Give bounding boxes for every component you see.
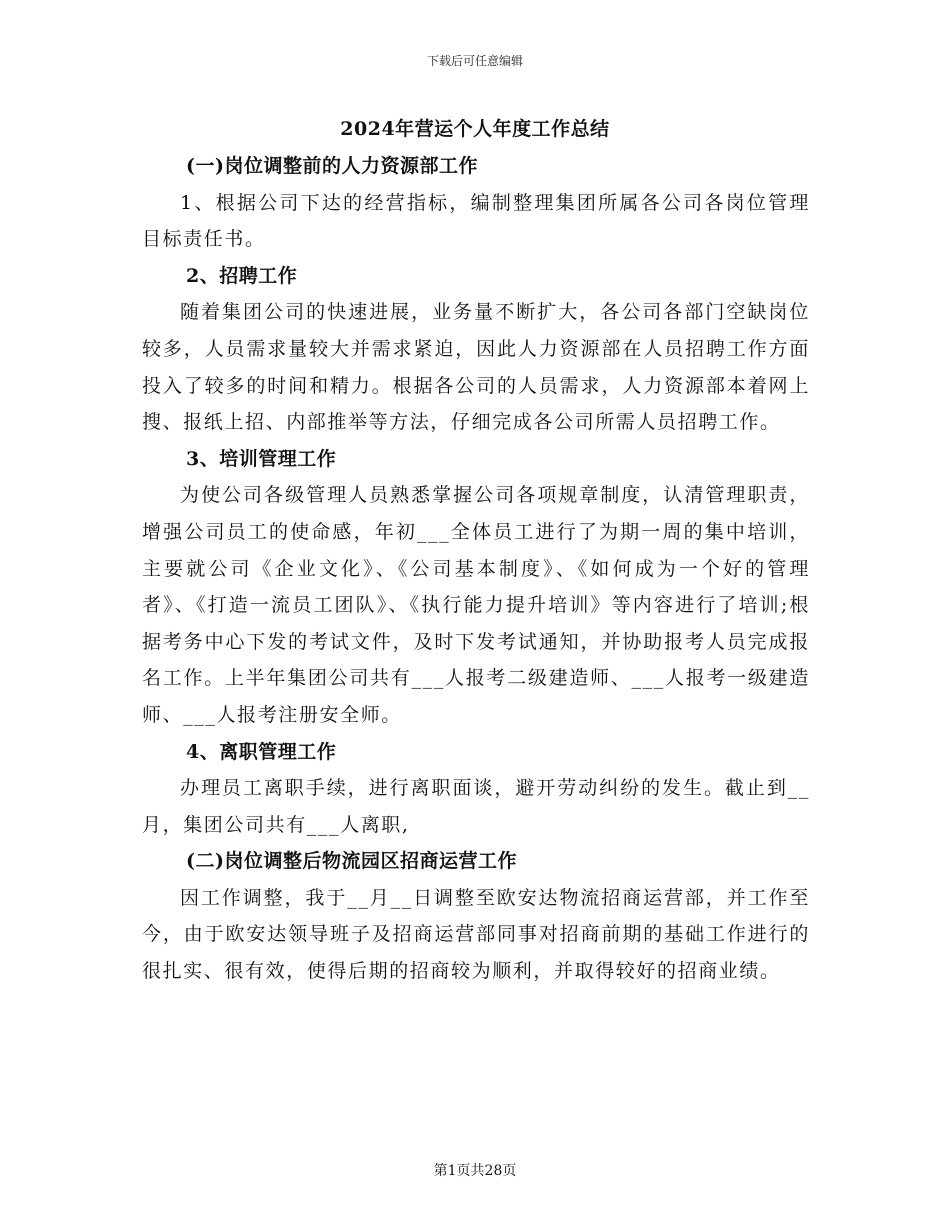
subheading-resignation: 4、离职管理工作 [186, 740, 337, 763]
paragraph-recruitment: 随着集团公司的快速进展，业务量不断扩大，各公司各部门空缺岗位较多，人员需求量较大并需求紧迫，因此人力资源部在人员招聘工作方面投入了较多的时间和精力。根据各公司的人员需求，人力资源部本着网上搜、报纸上招、内部推举等方法，仔细完成各公司所需人员招聘工作。 [142, 301, 810, 434]
paragraph-section-2: 因工作调整，我于__月__日调整至欧安达物流招商运营部，并工作至今，由于欧安达领导班子及招商运营部同事对招商前期的基础工作进行的很扎实、很有效，使得后期的招商较为顺利，并取得较好的招商业绩。 [142, 886, 810, 983]
section-heading-1: (一)岗位调整前的人力资源部工作 [186, 155, 478, 177]
document-title: 2024年营运个人年度工作总结 [340, 118, 610, 140]
section-heading-2: (二)岗位调整后物流园区招商运营工作 [186, 850, 517, 873]
page-footer-number: 第1页共28页 [433, 1163, 517, 1179]
page-header-note: 下载后可任意编辑 [426, 54, 523, 68]
subheading-training: 3、培训管理工作 [186, 447, 337, 470]
paragraph-training: 为使公司各级管理人员熟悉掌握公司各项规章制度，认清管理职责，增强公司员工的使命感，年初___全体员工进行了为期一周的集中培训，主要就公司《企业文化》、《公司基本制度》、《如何成为一个好的管理者》、《打造一流员工团队》、《执行能力提升培训》等内容进行了培训;根据考务中心下发的考试文件，及时下发考试通知，并协助报考人员完成报名工作。上半年集团公司共有___人报考二级建造师、___人报考一级建造师、___人报考注册安全师。 [142, 484, 810, 726]
subheading-recruitment: 2、招聘工作 [186, 264, 298, 287]
document-body [142, 148, 810, 990]
paragraph-item-1: 1、根据公司下达的经营指标，编制整理集团所属各公司各岗位管理目标责任书。 [142, 191, 810, 251]
paragraph-resignation: 办理员工离职手续，进行离职面谈，避开劳动纠纷的发生。截止到__月，集团公司共有___人离职, [142, 777, 810, 836]
